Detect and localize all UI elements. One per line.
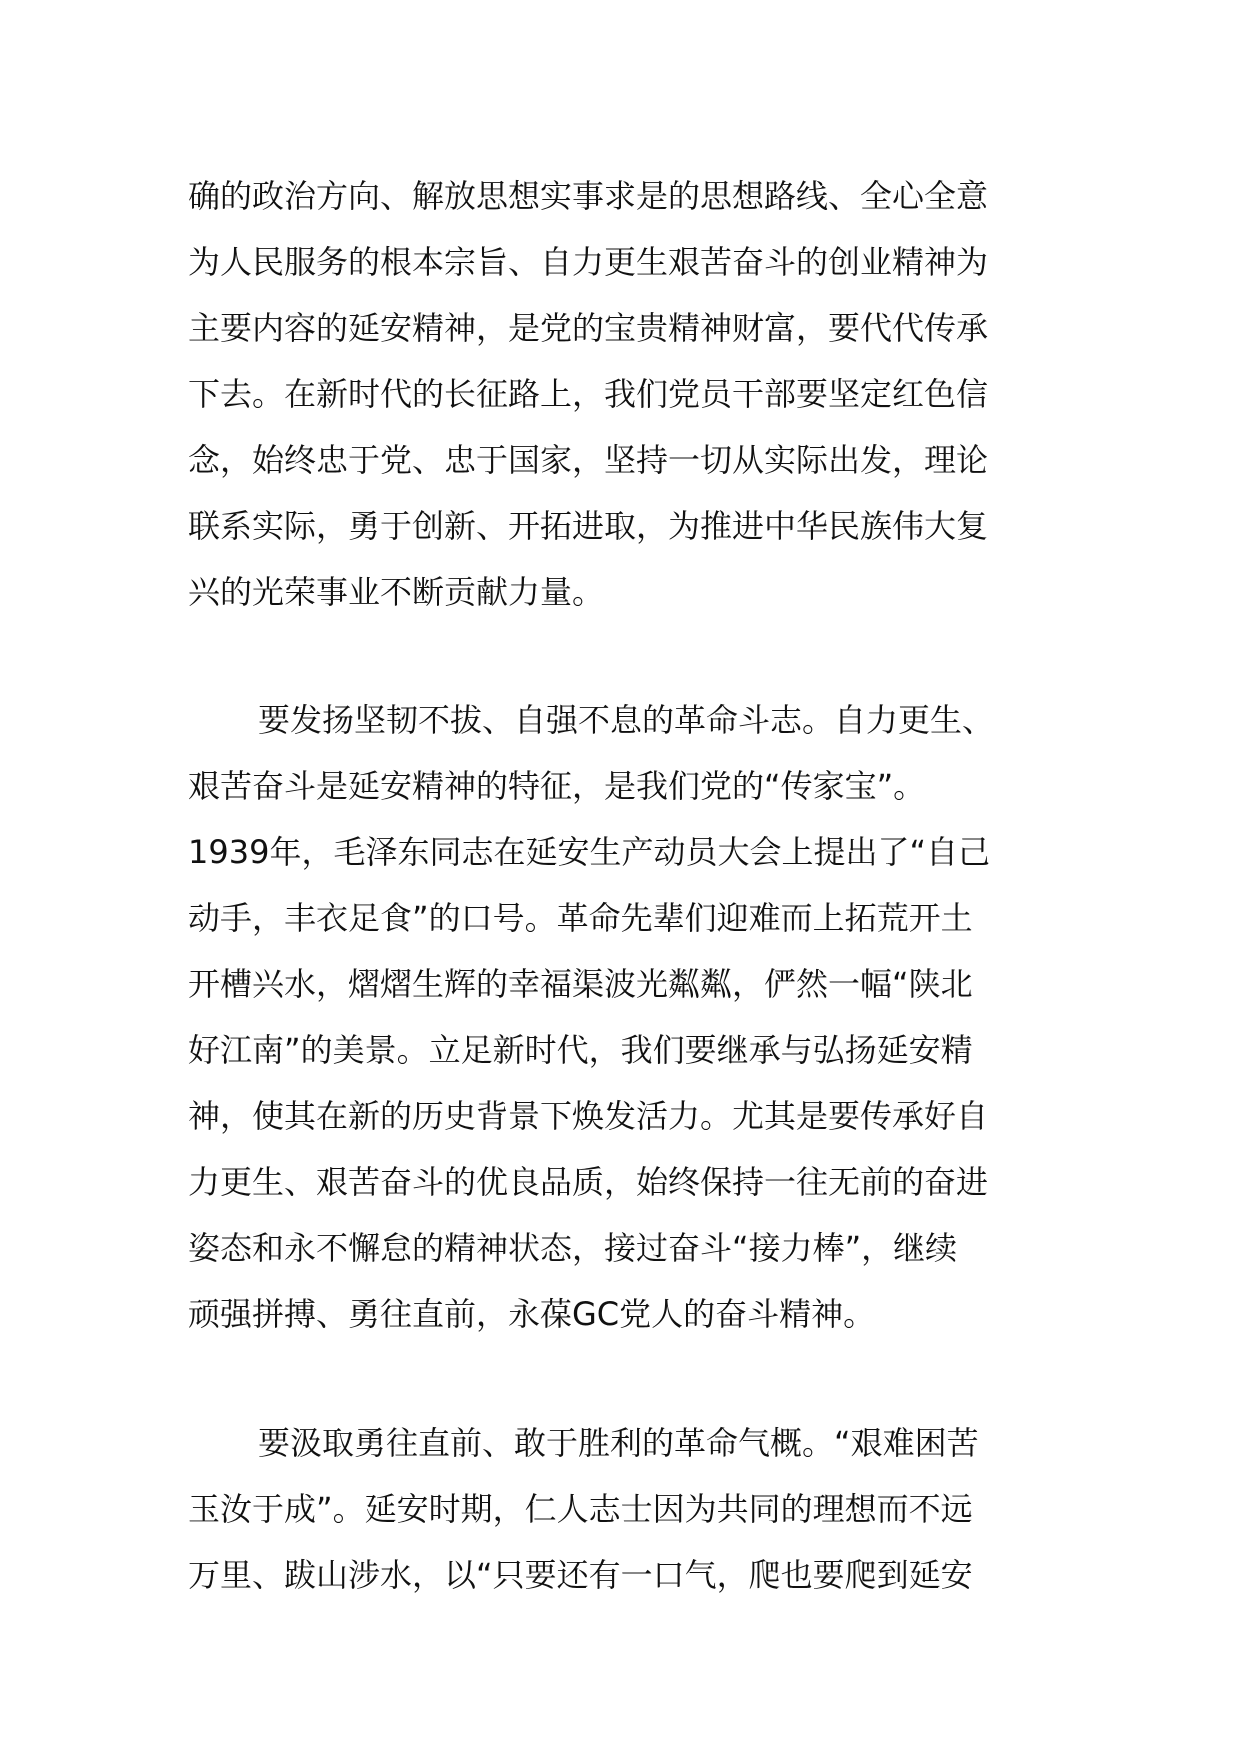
- paragraph-line: 要汲取勇往直前、敢于胜利的革命气概。“艰难困苦: [258, 1424, 979, 1462]
- paragraph-line: 动手，丰衣足食”的口号。革命先辈们迎难而上拓荒开土: [188, 899, 973, 937]
- paragraph-line: 好江南”的美景。立足新时代，我们要继承与弘扬延安精: [188, 1031, 973, 1069]
- paragraph-line: 要发扬坚韧不拔、自强不息的革命斗志。自力更生、: [258, 701, 995, 739]
- paragraph-line: 主要内容的延安精神，是党的宝贵精神财富，要代代传承: [188, 309, 989, 347]
- paragraph-line: 开槽兴水，熠熠生辉的幸福渠波光粼粼，俨然一幅“陕北: [188, 965, 973, 1003]
- paragraph-3: [188, 1410, 1068, 1608]
- paragraph-line: 联系实际，勇于创新、开拓进取，为推进中华民族伟大复: [188, 507, 989, 545]
- paragraph-line: 念，始终忠于党、忠于国家，坚持一切从实际出发，理论: [188, 441, 989, 479]
- paragraph-line: 顽强拼搏、勇往直前，永葆GC党人的奋斗精神。: [188, 1295, 876, 1333]
- paragraph-line: 为人民服务的根本宗旨、自力更生艰苦奋斗的创业精神为: [188, 243, 989, 281]
- paragraph-line: 艰苦奋斗是延安精神的特征，是我们党的“传家宝”。: [188, 767, 926, 805]
- paragraph-2: [188, 687, 1068, 1347]
- paragraph-line: 下去。在新时代的长征路上，我们党员干部要坚定红色信: [188, 375, 989, 413]
- paragraph-line: 确的政治方向、解放思想实事求是的思想路线、全心全意: [188, 177, 989, 215]
- paragraph-line: 兴的光荣事业不断贡献力量。: [188, 573, 605, 611]
- paragraph-line: 玉汝于成”。延安时期，仁人志士因为共同的理想而不远: [188, 1490, 973, 1528]
- paragraph-line: 姿态和永不懈怠的精神状态，接过奋斗“接力棒”，继续: [188, 1229, 958, 1267]
- paragraph-line: 神，使其在新的历史背景下焕发活力。尤其是要传承好自: [188, 1097, 989, 1135]
- paragraph-1: [188, 163, 1068, 625]
- paragraph-line: 力更生、艰苦奋斗的优良品质，始终保持一往无前的奋进: [188, 1163, 989, 1201]
- paragraph-line: 1939年，毛泽东同志在延安生产动员大会上提出了“自己: [188, 833, 991, 871]
- paragraph-line: 万里、跋山涉水，以“只要还有一口气，爬也要爬到延安: [188, 1556, 973, 1594]
